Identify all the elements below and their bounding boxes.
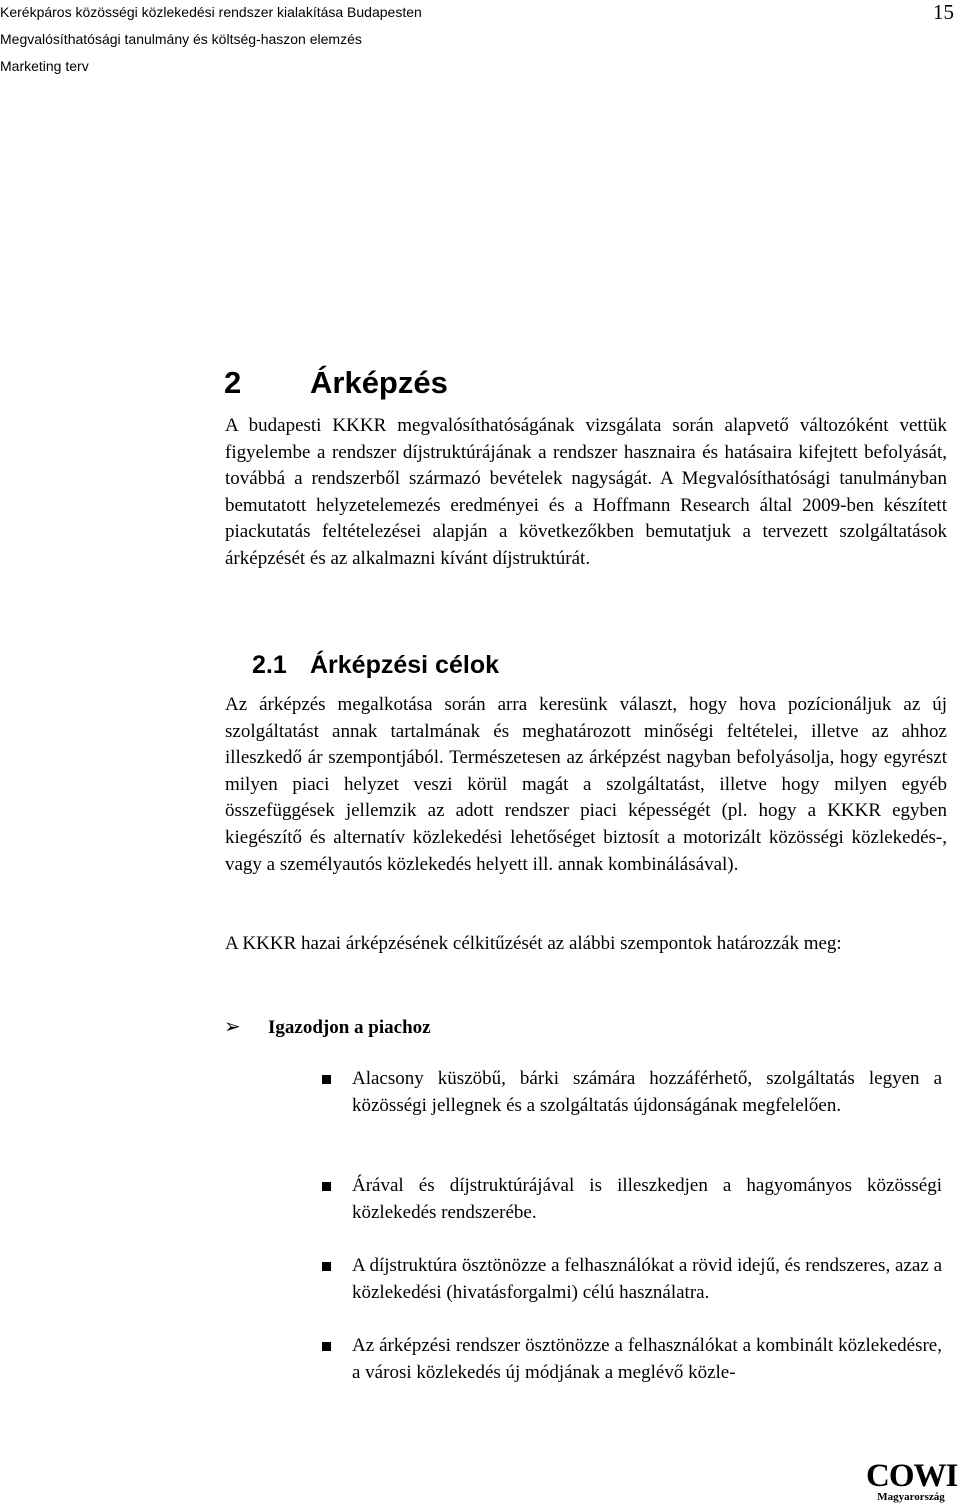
- square-bullet-icon: [322, 1075, 331, 1084]
- section-intro-paragraph: A budapesti KKKR megvalósíthatóságának vizsgálata során alapvető változóként vettük figyelembe a rendszer díjstruktúrájának a rendszer hasznaira és hatásaira kifejtett befolyását, továbbá a rendszerből származó bevételek nagyságát. A Megvalósíthatósági tanulmányban bemutatott helyzetelemezés eredményei és a Hoffmann Research által 2009-ben készített piackutatás feltételezései alapján a következőkben bemutatjuk a tervezett szolgáltatások árképzését és az alkalmazni kívánt díjstruktúrát.: [225, 415, 947, 569]
- arrow-bullet-icon: ➢: [224, 1014, 241, 1038]
- list-heading: [224, 1012, 431, 1042]
- section-heading: [224, 364, 448, 402]
- subsection-paragraph-1: Az árképzés megalkotása során arra keresünk választ, hogy hova pozícionáljuk az új szolgáltatást annak tartalmának és meghatározott minőségi feltételei, illetve az ahhoz illeszkedő ár szempontjából. Természetesen az árképzést nagyban befolyásolja, hogy egyrészt milyen piaci helyzet veszi körül magát a szolgáltatást, illetve hogy milyen egyéb összefüggések jellemzik az adott rendszer piaci képességét (pl. hogy a KKKR egyben kiegészítő és alternatív közlekedési lehetőséget biztosít a motorizált közösségi közlekedés-, vagy a személyautós közlekedés helyett ill. annak kombinálásával).: [225, 694, 947, 875]
- list-heading-label: Igazodjon a piachoz: [268, 1017, 431, 1038]
- square-bullet-icon: [322, 1342, 331, 1351]
- square-bullet-icon: [322, 1182, 331, 1191]
- running-header-section: Marketing terv: [0, 58, 89, 74]
- logo-subtitle: Magyarország: [877, 1491, 945, 1503]
- list-item: [352, 1173, 942, 1226]
- logo-wordmark: COWI: [866, 1458, 958, 1494]
- list-item: [352, 1333, 942, 1386]
- page-number: 15: [933, 0, 954, 24]
- list-item-text: Az árképzési rendszer ösztönözze a felhasználókat a kombinált közlekedésre, a városi közlekedés új módjának a meglévő közle-: [352, 1335, 942, 1383]
- list-item-text: Árával és díjstruktúrájával is illeszkedjen a hagyományos közösségi közlekedés rendszerébe.: [352, 1175, 942, 1223]
- running-header-title: Kerékpáros közösségi közlekedési rendszer kialakítása Budapesten: [0, 4, 422, 20]
- subsection-heading: [252, 649, 499, 681]
- list-item-text: Alacsony küszöbű, bárki számára hozzáférhető, szolgáltatás legyen a közösségi jellegnek és a szolgáltatás újdonságának megfelelően.: [352, 1068, 942, 1116]
- subsection-number: 2.1: [252, 651, 287, 679]
- company-logo: [866, 1458, 958, 1504]
- list-item-text: A díjstruktúra ösztönözze a felhasználókat a rövid idejű, és rendszeres, azaz a közlekedési (hivatásforgalmi) célú használatra.: [352, 1255, 942, 1303]
- list-item: [352, 1253, 942, 1306]
- section-title: Árképzés: [310, 365, 448, 400]
- square-bullet-icon: [322, 1262, 331, 1271]
- running-header-subtitle: Megvalósíthatósági tanulmány és költség-haszon elemzés: [0, 31, 362, 47]
- list-item: [352, 1066, 942, 1119]
- section-number: 2: [224, 365, 242, 400]
- subsection-title: Árképzési célok: [310, 651, 499, 679]
- subsection-paragraph-2: A KKKR hazai árképzésének célkitűzését az alábbi szempontok határozzák meg:: [225, 933, 842, 954]
